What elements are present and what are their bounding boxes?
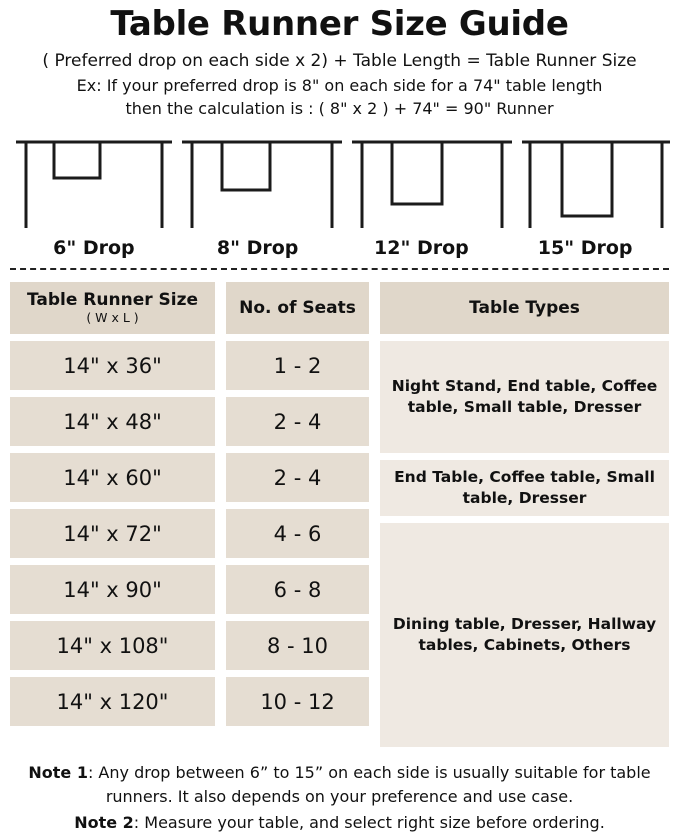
- header-table-types-label: Table Types: [469, 297, 580, 318]
- note-1-label: Note 1: [28, 763, 88, 783]
- drop-label-8: 8" Drop: [216, 237, 299, 260]
- drop-label-12: 12" Drop: [374, 237, 469, 260]
- formula-line-3: then the calculation is : ( 8" x 2 ) + 74" = 90" Runner: [125, 99, 554, 119]
- header-seats: [226, 282, 369, 334]
- header-runner-size-label: Table Runner Size: [26, 289, 199, 310]
- table-row: Night Stand, End table, Coffee table, Small table, Dresser: [380, 341, 669, 453]
- table-row: 14" x 120": [10, 677, 215, 726]
- note-2: [14, 811, 665, 834]
- table-row: 4 - 6: [226, 509, 369, 558]
- header-table-types: [380, 282, 669, 334]
- formula-line-1: ( Preferred drop on each side x 2) + Table Length = Table Runner Size: [42, 51, 637, 72]
- drop-illustration: [8, 130, 671, 259]
- table-row: 8 - 10: [226, 621, 369, 670]
- table-row: 14" x 72": [10, 509, 215, 558]
- table-row: 1 - 2: [226, 341, 369, 390]
- note-2-text: : Measure your table, and select right size before ordering.: [133, 812, 605, 832]
- section-divider: [10, 268, 669, 270]
- drop-illustration-svg: [10, 130, 673, 235]
- drop-label-15: 15" Drop: [537, 237, 633, 260]
- header-runner-size-sublabel: ( W x L ): [86, 310, 139, 326]
- column-seats: [226, 282, 369, 747]
- header-seats-label: No. of Seats: [239, 297, 356, 318]
- table-row: 6 - 8: [226, 565, 369, 614]
- note-1: [14, 761, 665, 807]
- table-row: 2 - 4: [226, 397, 369, 446]
- header-runner-size: [10, 282, 215, 334]
- column-runner-size: [10, 282, 215, 747]
- note-2-label: Note 2: [74, 812, 134, 832]
- table-row: 14" x 36": [10, 341, 215, 390]
- formula-line-2: Ex: If your preferred drop is 8" on each side for a 74" table length: [76, 76, 603, 96]
- column-table-types: [380, 282, 669, 747]
- infographic-page: [0, 6, 679, 832]
- drop-label-6: 6" Drop: [53, 237, 135, 260]
- size-table: [8, 282, 671, 747]
- note-1-text: : Any drop between 6” to 15” on each side is usually suitable for table runners. It also depends on your preference and use case.: [87, 763, 651, 806]
- page-title: Table Runner Size Guide: [110, 4, 569, 44]
- table-row: 10 - 12: [226, 677, 369, 726]
- table-row: 14" x 48": [10, 397, 215, 446]
- table-row: End Table, Coffee table, Small table, Dresser: [380, 460, 669, 516]
- table-row: 14" x 90": [10, 565, 215, 614]
- table-row: 2 - 4: [226, 453, 369, 502]
- table-row: 14" x 108": [10, 621, 215, 670]
- drop-label-row: [10, 237, 669, 259]
- table-row: 14" x 60": [10, 453, 215, 502]
- table-row: Dining table, Dresser, Hallway tables, Cabinets, Others: [380, 523, 669, 747]
- notes-section: [8, 761, 671, 834]
